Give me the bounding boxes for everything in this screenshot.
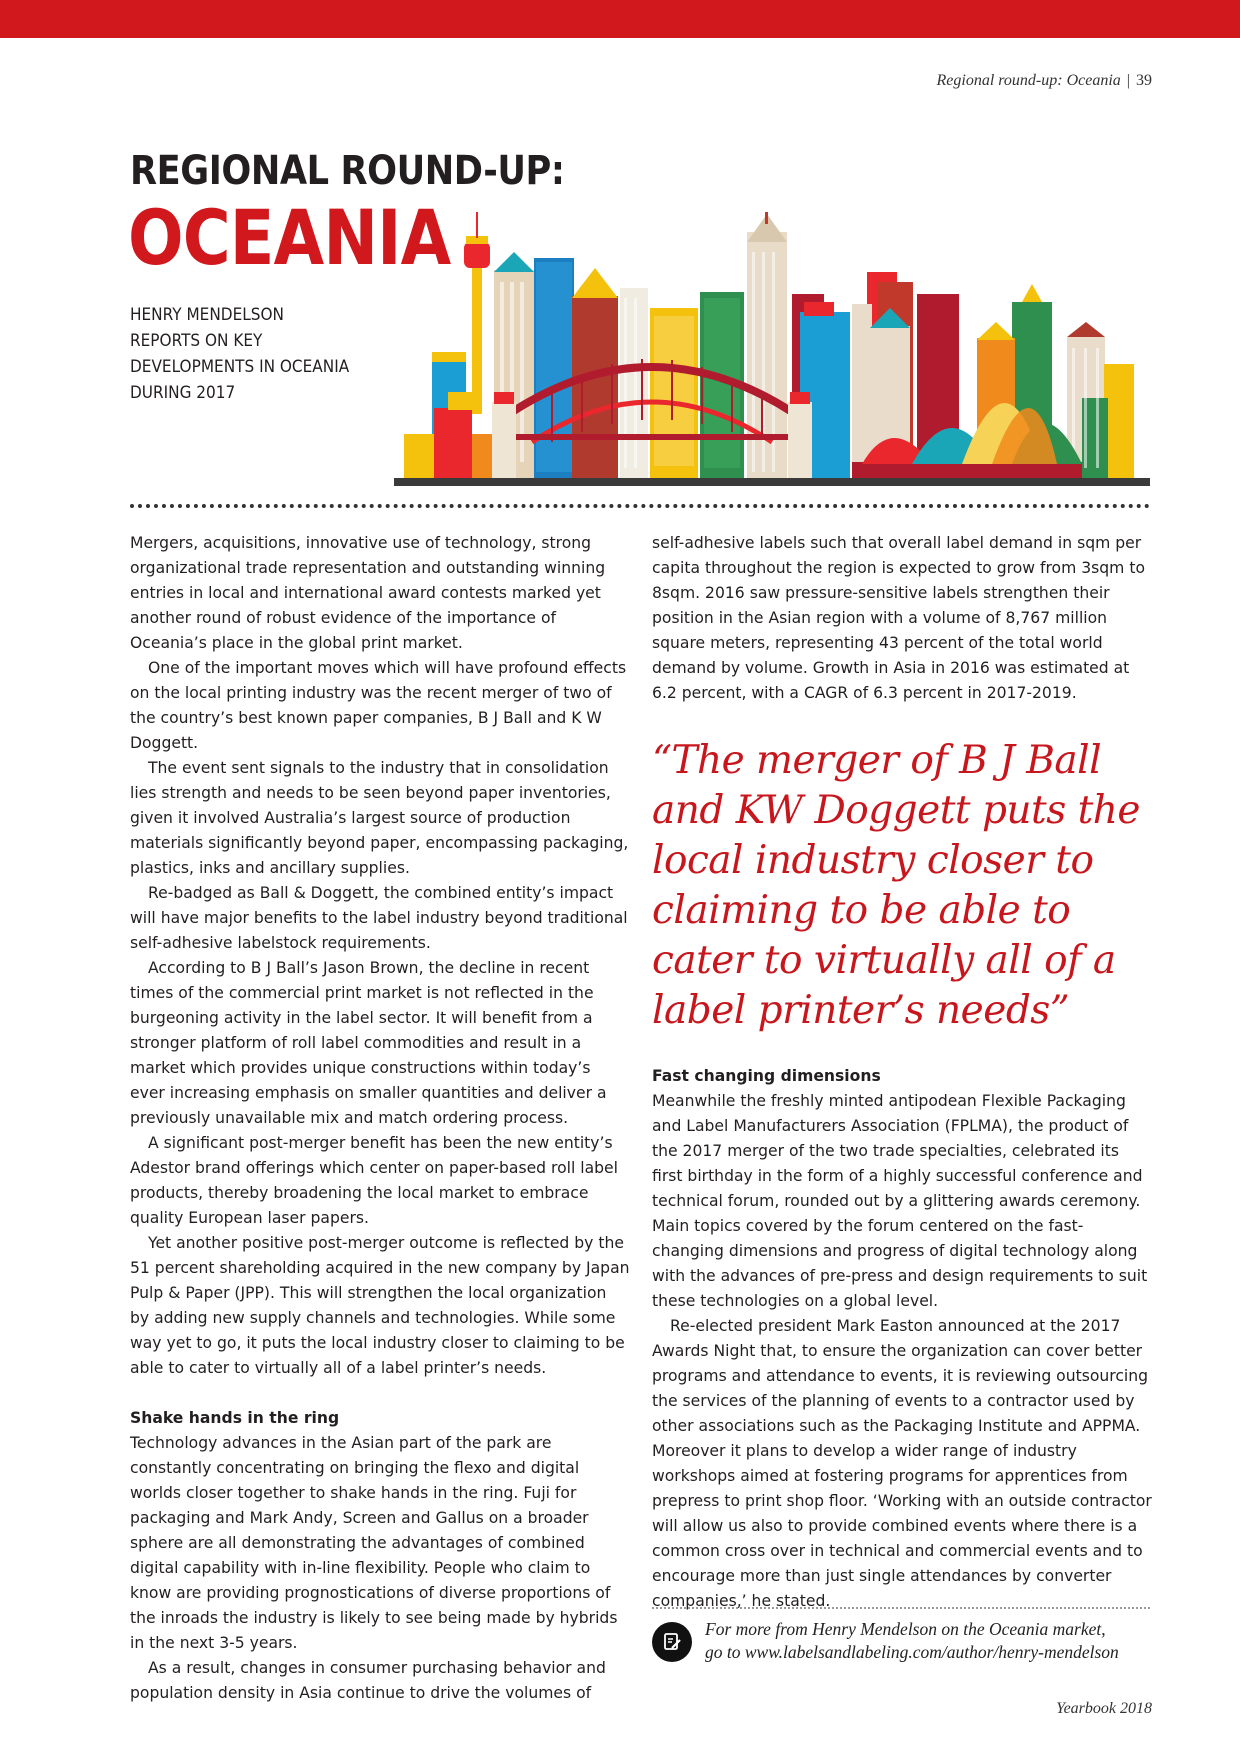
folio: Yearbook 2018 <box>1056 1700 1152 1717</box>
body-paragraph: Re-elected president Mark Easton announced at the 2017 Awards Night that, to ensure the organization can cover better programs and attendance to events, it is reviewing outsourcing the services of the planning of events to a contractor used by other associations such as the Packaging Institute and APPMA. Moreover it plans to develop a wider range of industry workshops aimed at fostering programs for apprentices from prepress to print shop floor. ‘Working with an outside contractor will allow us also to provide combined events where there is a common cross over in technical and commercial events and to encourage more than just single attendances by converter companies,’ he stated. <box>652 1317 1152 1610</box>
body-paragraph: Mergers, acquisitions, innovative use of technology, strong organizational trade representation and outstanding winning entries in local and international award contests marked yet another round of robust evidence of the importance of Oceania’s place in the global print market. <box>130 534 606 652</box>
body-paragraph: As a result, changes in consumer purchasing behavior and population density in Asia continue to drive the volumes of <box>130 1659 606 1702</box>
edit-note-icon <box>652 1622 692 1662</box>
section-label: Regional round-up: Oceania <box>936 72 1121 89</box>
header-separator: | <box>1126 72 1130 89</box>
section-divider <box>130 504 1150 508</box>
subheading: Fast changing dimensions <box>652 1067 881 1085</box>
footer-divider <box>652 1607 1150 1609</box>
body-paragraph: According to B J Ball’s Jason Brown, the decline in recent times of the commercial print market is not reflected in the burgeoning activity in the label sector. It will benefit from a stronger platform of roll label commodities and result in a market which provides unique constructions within today’s ever increasing emphasis on smaller quantities and deliver a previously unavailable mix and match ordering process. <box>130 959 607 1127</box>
body-paragraph: A significant post-merger benefit has been the new entity’s Adestor brand offerings which center on paper-based roll label products, thereby broadening the local market to embrace quality European laser papers. <box>130 1134 618 1227</box>
running-header <box>937 72 1152 90</box>
body-paragraph: self-adhesive labels such that overall label demand in sqm per capita throughout the region is expected to grow from 3sqm to 8sqm. 2016 saw pressure-sensitive labels strengthen their position in the Asian region with a volume of 8,767 million square meters, representing 43 percent of the total world demand by volume. Growth in Asia in 2016 was estimated at 6.2 percent, with a CAGR of 6.3 percent in 2017-2019. <box>652 534 1145 702</box>
body-paragraph: Technology advances in the Asian part of the park are constantly concentrating on bringing the flexo and digital worlds closer together to shake hands in the ring. Fuji for packaging and Mark Andy, Screen and Gallus on a broader sphere are all demonstrating the advantages of combined digital capability with in-line flexibility. People who claim to know are providing prognostications of diverse proportions of the inroads the industry is likely to see being made by hybrids in the next 3-5 years. <box>130 1434 618 1652</box>
more-info-link[interactable]: go to www.labelsandlabeling.com/author/henry-mendelson <box>705 1642 1119 1662</box>
more-info-note <box>652 1618 1152 1664</box>
sydney-skyline-icon <box>392 212 1152 488</box>
body-paragraph: One of the important moves which will have profound effects on the local printing industry was the recent merger of two of the country’s best known paper companies, B J Ball and K W Doggett. <box>130 659 627 752</box>
body-paragraph: Re-badged as Ball & Doggett, the combined entity’s impact will have major benefits to the label industry beyond traditional self-adhesive labelstock requirements. <box>130 884 628 952</box>
left-column <box>130 531 630 1706</box>
top-color-bar <box>0 0 1240 38</box>
pull-quote: “The merger of B J Ball and KW Doggett puts the local industry closer to claiming to be able to cater to virtually all of a label printer’s needs” <box>652 738 1140 1033</box>
body-paragraph: Meanwhile the freshly minted antipodean Flexible Packaging and Label Manufacturers Association (FPLMA), the product of the 2017 merger of the two trade specialties, celebrated its first birthday in the form of a highly successful conference and technical forum, rounded out by a glittering awards ceremony. Main topics covered by the forum centered on the fast-changing dimensions and progress of digital technology along with the advances of pre-press and design requirements to suit these technologies on a global level. <box>652 1092 1148 1310</box>
page-number: 39 <box>1136 72 1152 89</box>
body-paragraph: The event sent signals to the industry that in consolidation lies strength and needs to be seen beyond paper inventories, given it involved Australia’s largest source of production materials significantly beyond paper, encompassing packaging, plastics, inks and ancillary supplies. <box>130 759 629 877</box>
subheading: Shake hands in the ring <box>130 1409 340 1427</box>
title-line-2: OCEANIA <box>128 193 451 282</box>
more-info-text <box>705 1618 1119 1664</box>
standfirst: HENRY MENDELSON REPORTS ON KEY DEVELOPMENTS IN OCEANIA DURING 2017 <box>130 305 350 403</box>
right-column <box>652 531 1152 1614</box>
more-info-line-1: For more from Henry Mendelson on the Oceania market, <box>705 1619 1106 1639</box>
body-paragraph: Yet another positive post-merger outcome is reflected by the 51 percent shareholding acquired in the new company by Japan Pulp & Paper (JPP). This will strengthen the local organization by adding new supply channels and technologies. While some way yet to go, it puts the local industry closer to claiming to be able to cater to virtually all of a label printer’s needs. <box>130 1234 630 1377</box>
title-line-1: REGIONAL ROUND-UP: <box>130 148 565 194</box>
